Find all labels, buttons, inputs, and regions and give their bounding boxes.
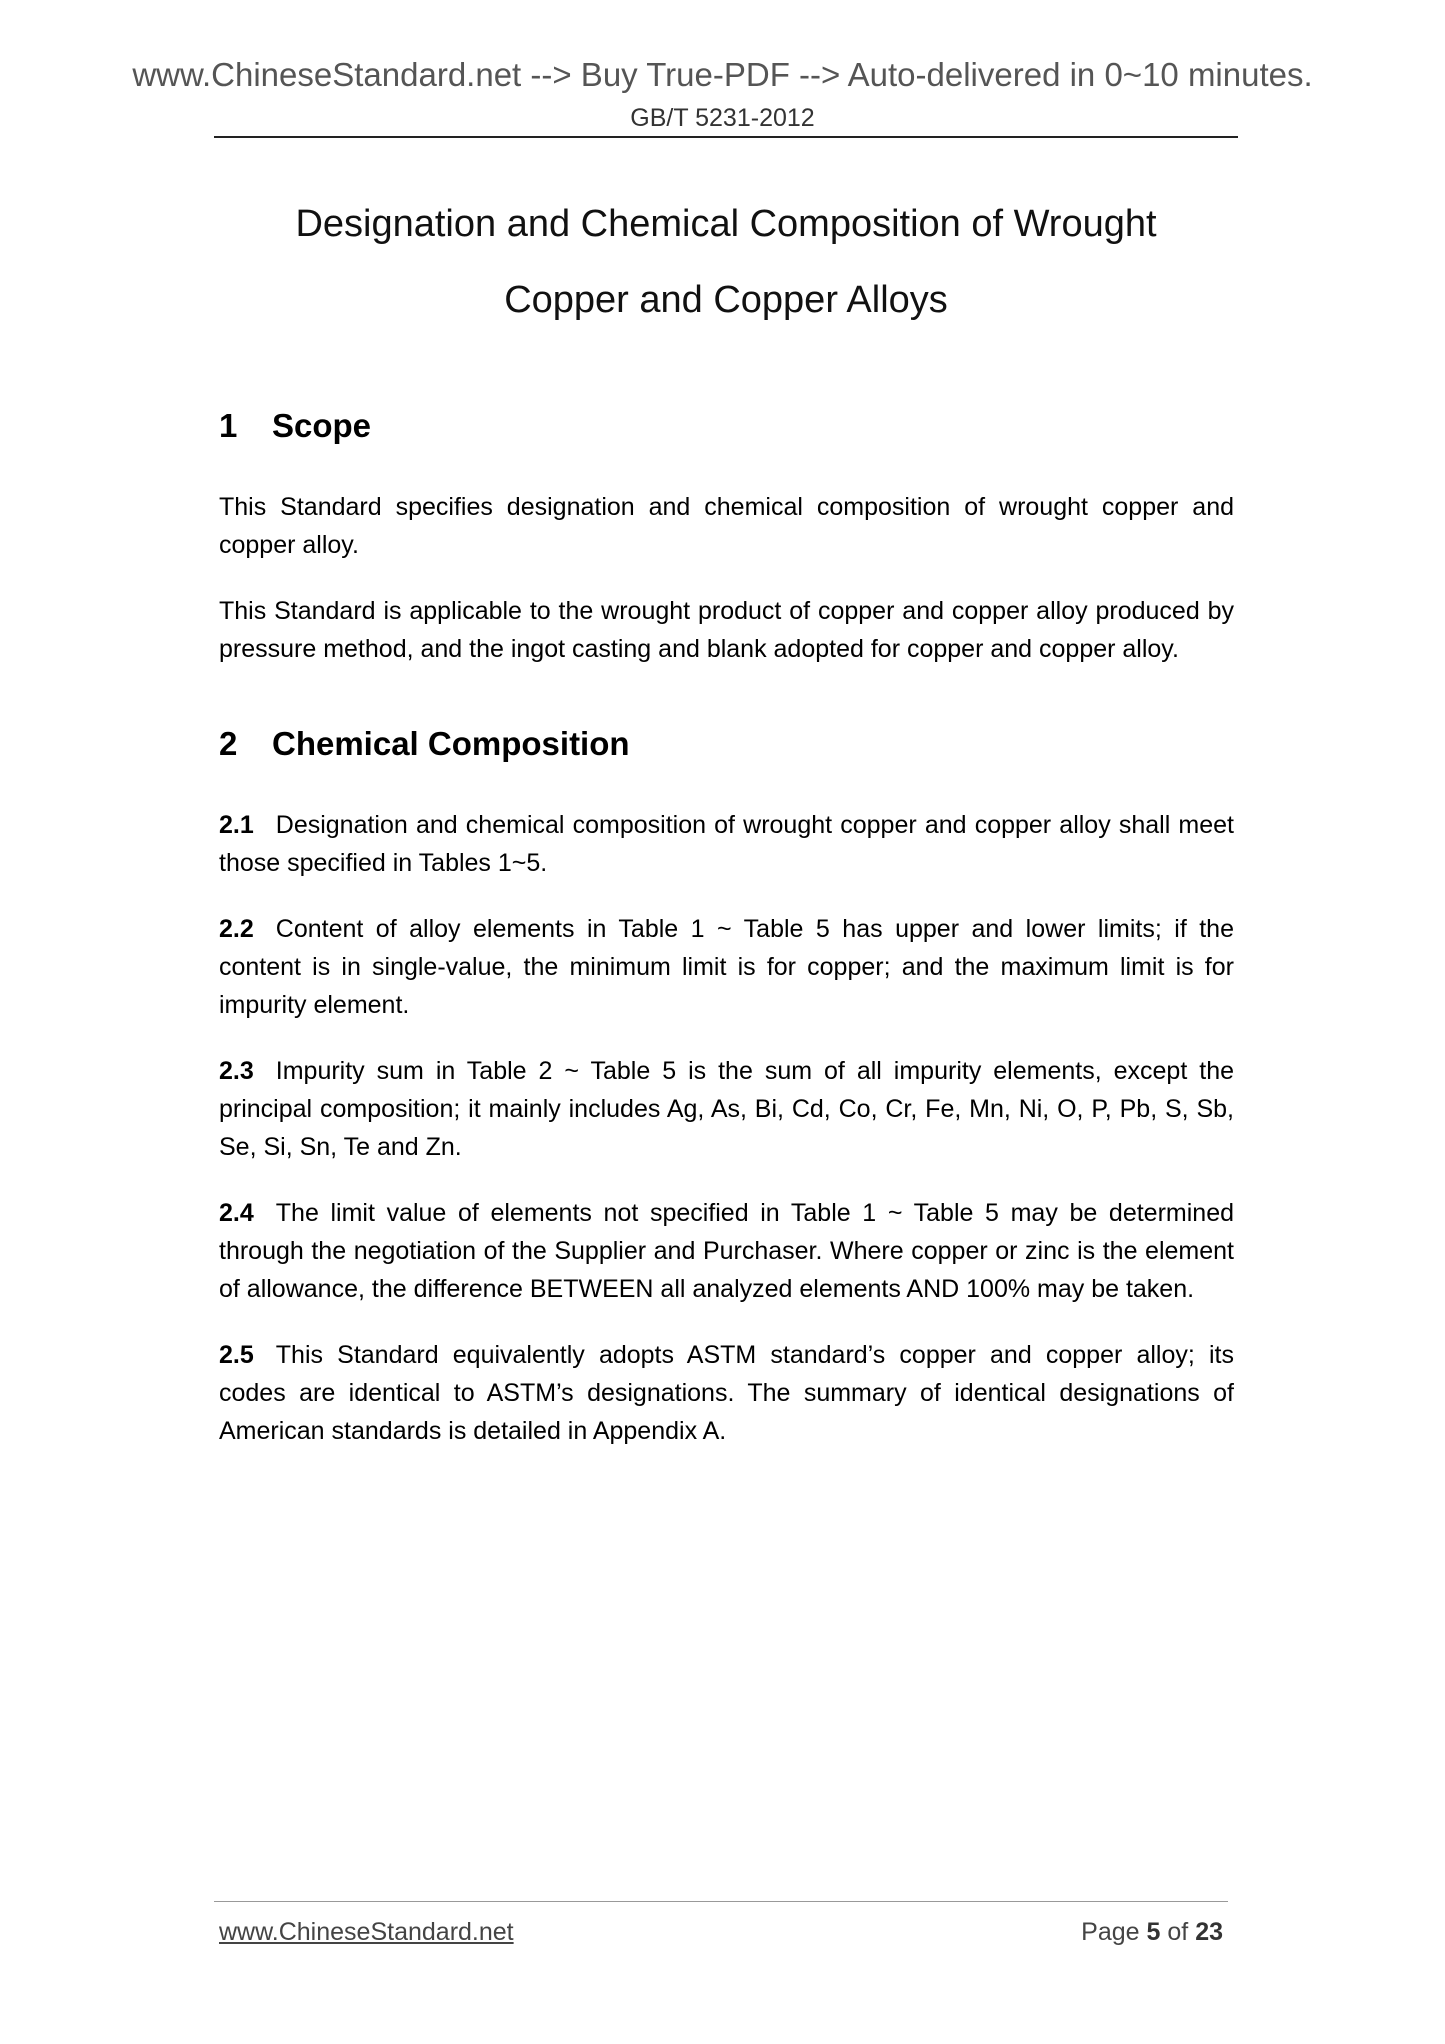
clause-text: This Standard equivalently adopts ASTM standard’s copper and copper alloy; its codes are identical to ASTM’s designations. The summary of identical designations of American standards is detailed in Appendix A. [219, 1341, 1234, 1445]
clause-2-5 [219, 1336, 1234, 1450]
footer-website-link[interactable]: www.ChineseStandard.net [219, 1918, 514, 1946]
clause-number: 2.5 [219, 1341, 254, 1369]
document-code: GB/T 5231-2012 [630, 104, 815, 132]
clause-2-4 [219, 1194, 1234, 1308]
clause-text: Designation and chemical composition of wrought copper and copper alloy shall meet those specified in Tables 1~5. [219, 811, 1234, 877]
section-title: Chemical Composition [272, 725, 630, 762]
clause-number: 2.3 [219, 1057, 254, 1085]
document-title-line-2: Copper and Copper Alloys [504, 279, 948, 321]
clause-text: Impurity sum in Table 2 ~ Table 5 is the sum of all impurity elements, except the principal composition; it mainly includes Ag, As, Bi, Cd, Co, Cr, Fe, Mn, Ni, O, P, Pb, S, Sb, Se, Si, Sn, Te and Zn. [219, 1057, 1234, 1161]
section-title: Scope [272, 407, 372, 444]
section-number: 2 [219, 725, 238, 762]
clause-2-2 [219, 910, 1234, 1024]
clause-number: 2.2 [219, 915, 254, 943]
clause-text: Content of alloy elements in Table 1 ~ Table 5 has upper and lower limits; if the content is in single-value, the minimum limit is for copper; and the maximum limit is for impurity element. [219, 915, 1234, 1019]
scope-paragraph-1: This Standard specifies designation and chemical composition of wrought copper and copper alloy. [219, 493, 1234, 559]
section-heading-scope [219, 406, 1234, 446]
main-content [219, 406, 1234, 1478]
page-total: 23 [1195, 1918, 1223, 1946]
clause-number: 2.4 [219, 1199, 254, 1227]
page-number [1081, 1918, 1223, 1947]
section-chemical-composition [219, 724, 1234, 1450]
page-of: of [1167, 1918, 1189, 1946]
header-rule [214, 136, 1238, 138]
scope-paragraph-2: This Standard is applicable to the wrought product of copper and copper alloy produced by pressure method, and the ingot casting and blank adopted for copper and copper alloy. [219, 597, 1234, 663]
section-number: 1 [219, 407, 238, 444]
footer-rule [214, 1901, 1228, 1902]
clause-text: The limit value of elements not specified in Table 1 ~ Table 5 may be determined through the negotiation of the Supplier and Purchaser. Where copper or zinc is the element of allowance, the difference BETWEEN all analyzed elements AND 100% may be taken. [219, 1199, 1234, 1303]
clause-number: 2.1 [219, 811, 254, 839]
document-title [214, 186, 1238, 338]
clause-2-3 [219, 1052, 1234, 1166]
clause-2-1 [219, 806, 1234, 882]
section-heading-chemical-composition [219, 724, 1234, 764]
document-title-line-1: Designation and Chemical Composition of Wrought [295, 203, 1157, 245]
section-scope [219, 406, 1234, 668]
top-banner: www.ChineseStandard.net --> Buy True-PDF --> Auto-delivered in 0~10 minutes. [132, 56, 1313, 93]
page-current: 5 [1146, 1918, 1161, 1946]
page-prefix: Page [1081, 1918, 1140, 1946]
